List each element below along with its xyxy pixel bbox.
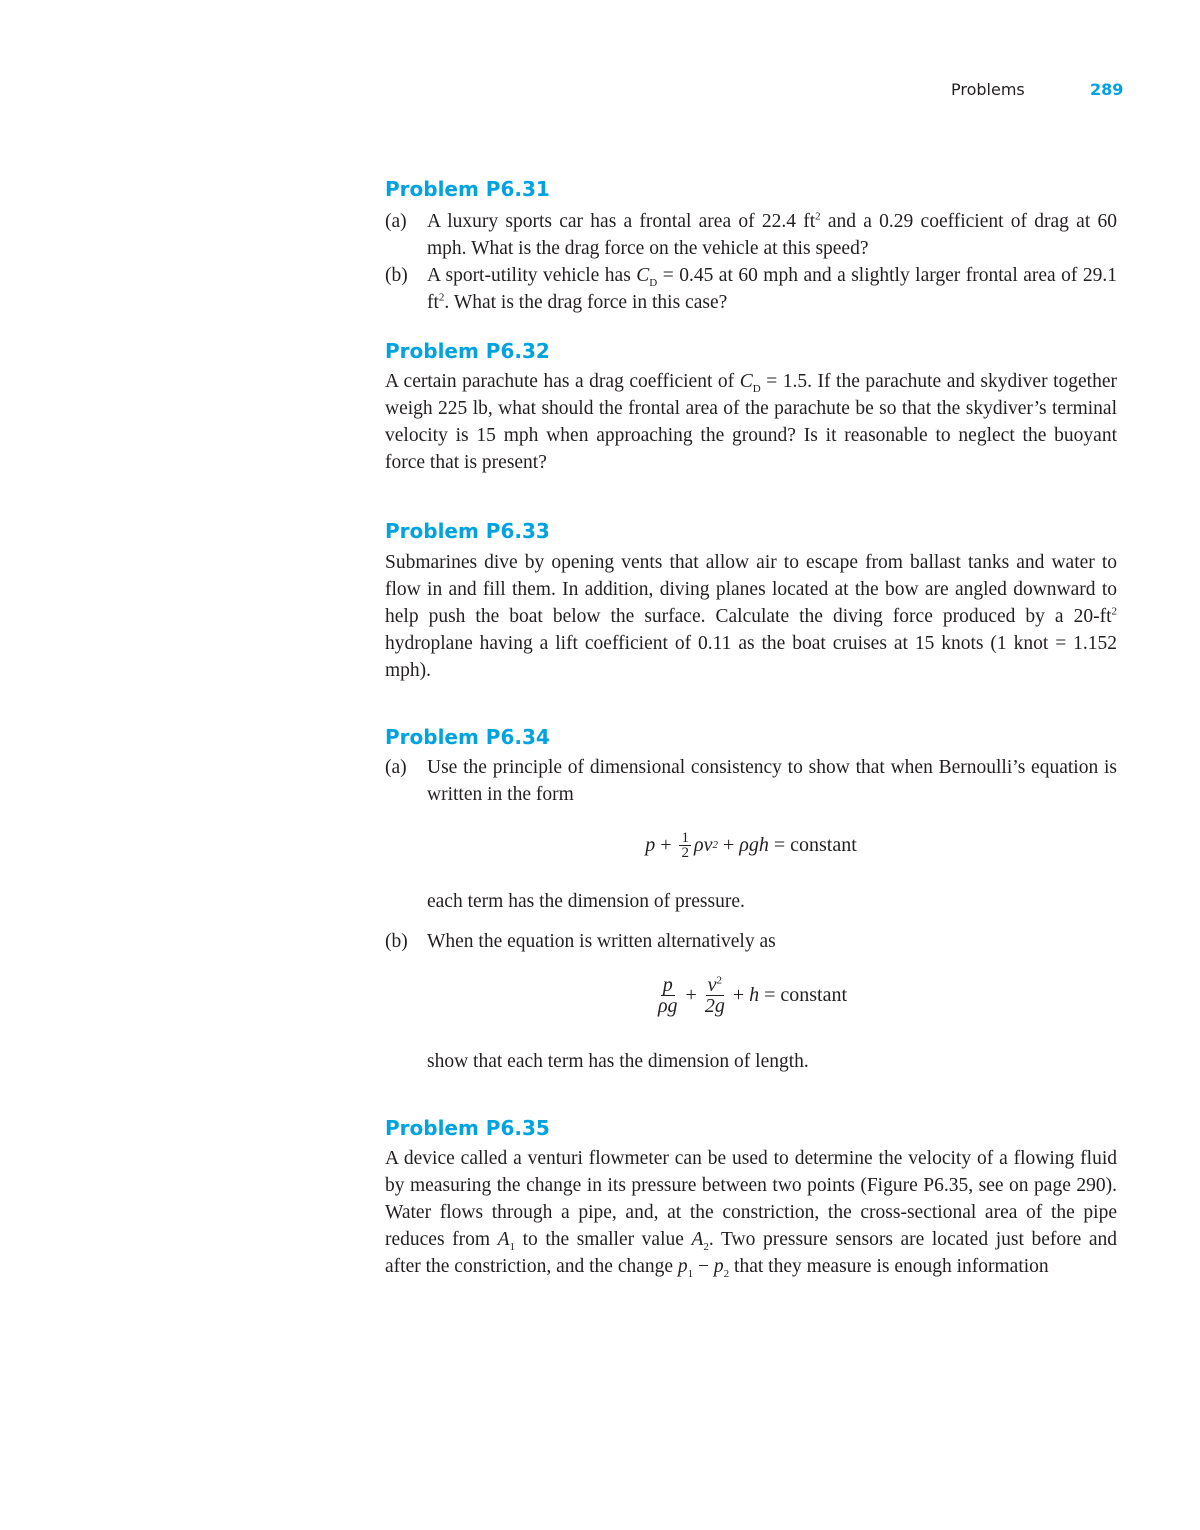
problem-text: A certain parachute has a drag coefficient of $C_D = 1.5$. If the parachute and skydiver together weigh 225 lb, what should the frontal area of the parachute be so that the skydiver’s terminal velocity is 15 mph when approaching the ground? Is it reasonable to neglect the buoyant force that is present? [385,371,1117,473]
problem-title: Problem P6.35 [385,1116,550,1140]
problem-title: Problem P6.33 [385,519,550,543]
problem-part-b [385,262,1117,316]
problem-p6-31 [385,174,1117,316]
part-text: show that each term has the dimension of length. [427,1051,809,1072]
part-label: (b) [385,931,408,952]
problem-p6-32 [385,336,1117,476]
problem-title: Problem P6.32 [385,339,550,363]
part-text: A sport-utility vehicle has $C_D = 0.45$ at 60 mph and a slightly larger frontal area of 29.1 $ft^2$. What is the drag force in this case? [427,265,1117,313]
fraction-p-over-rho-g: $\frac{p}{\rho g}$ [657,973,678,1017]
problem-p6-35 [385,1113,1117,1280]
part-text: Use the principle of dimensional consistency to show that when Bernoulli’s equation is written in the form [427,757,1117,805]
problem-part-b [385,928,1117,955]
problem-title: Problem P6.34 [385,725,550,749]
part-text: A luxury sports car has a frontal area of 22.4 $ft^2$ and a 0.29 coefficient of drag at 60 mph. What is the drag force on the vehicle at this speed? [427,210,1117,259]
fraction-one-half: $\frac{1}{2}$ [681,829,689,861]
part-label: (a) [385,757,407,778]
problem-p6-33 [385,516,1117,684]
part-text: When the equation is written alternatively as [427,931,776,952]
part-text: each term has the dimension of pressure. [427,891,745,912]
problem-part-a [385,208,1117,262]
page-number: 289 [1090,80,1124,99]
equation-bernoulli-head: $\frac{p}{\rho g}$ + $\frac{v^2}{2g}$ + h = constant [657,973,848,1017]
page-content [385,174,1117,1280]
part-label: (b) [385,265,408,286]
problem-title: Problem P6.31 [385,177,550,201]
problem-part-a [385,754,1117,808]
problem-text: Submarines dive by opening vents that allow air to escape from ballast tanks and water to flow in and fill them. In addition, diving planes located at the bow are angled downward to help push the boat below the surface. Calculate the diving force produced by a $20-ft^2$ hydroplane having a lift coefficient of 0.11 as the boat cruises at 15 knots (1 knot = 1.152 mph). [385,552,1117,681]
equation-bernoulli-pressure: p + $\frac{1}{2}$ ρv 2 + ρgh = constant [645,829,857,861]
problem-p6-34 [385,722,1117,1075]
problem-text: A device called a venturi flowmeter can be used to determine the velocity of a flowing fluid by measuring the change in its pressure between two points (Figure P6.35, see on page 290). Water flows through a pipe, and, at the constriction, the cross-sectional area of the pipe reduces from $A_1$ to the smaller value $A_2$. Two pressure sensors are located just before and after the constriction, and the change $p_1 - p_2$ that they measure is enough information [385,1148,1117,1280]
part-label: (a) [385,211,407,232]
running-head: Problems [951,80,1025,99]
fraction-v2-over-2g: $\frac{v^2}{2g}$ [704,973,725,1017]
